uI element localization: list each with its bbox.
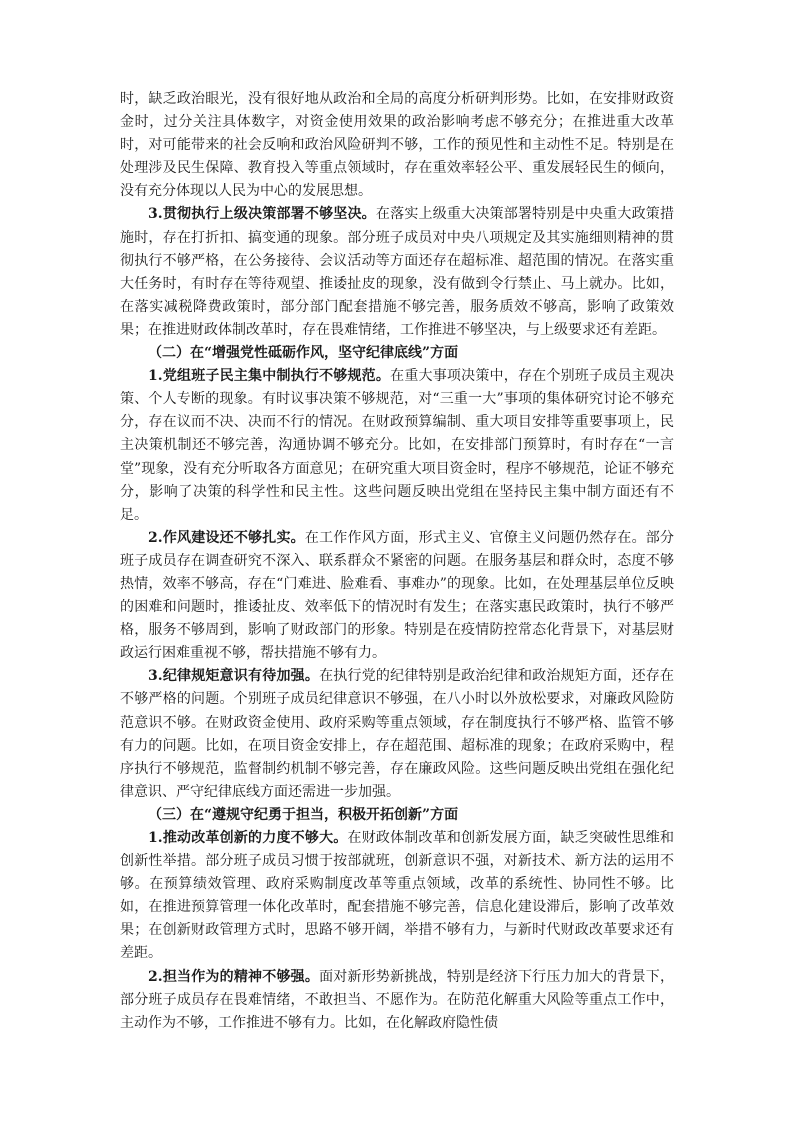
section-heading-3: （三）在“遵规守纪勇于担当，积极开拓创新”方面 xyxy=(148,806,459,823)
paragraph-item-1 xyxy=(120,365,674,527)
paragraph-body: 面对新形势新挑战，特别是经济下行压力加大的背景下，部分班子成员存在畏难情绪，不敢担当、不愿作为。在防范化解重大风险等重点工作中，主动作为不够，工作推进不够有力。比如，在化解政府隐性债 xyxy=(120,968,674,1031)
paragraph-item-3 xyxy=(120,203,674,342)
document-page xyxy=(120,88,674,1035)
paragraph-lead: 1.党组班子民主集中制执行不够规范。 xyxy=(148,368,391,385)
paragraph-item-3b xyxy=(120,665,674,804)
paragraph-lead: 2.作风建设还不够扎实。 xyxy=(148,529,305,546)
paragraph-item-2b xyxy=(120,966,674,1035)
paragraph-lead: 3.纪律规矩意识有待加强。 xyxy=(148,668,320,685)
paragraph-item-1b xyxy=(120,827,674,966)
paragraph-lead: 3.贯彻执行上级决策部署不够坚决。 xyxy=(148,206,376,223)
paragraph-lead: 2.担当作为的精神不够强。 xyxy=(148,968,320,985)
paragraph-body: 在重大事项决策中，存在个别班子成员主观决策、个人专断的现象。有时议事决策不够规范，对“三重一大”事项的集体研究讨论不够充分，存在议而不决、决而不行的情况。在财政预算编制、重大项目安排等重要事项上，民主决策机制还不够完善，沟通协调不够充分。比如，在安排部门预算时，有时存在“一言堂”现象，没有充分听取各方面意见；在研究重大项目资金时，程序不够规范，论证不够充分，影响了决策的科学性和民主性。这些问题反映出党组在坚持民主集中制方面还有不足。 xyxy=(120,368,675,523)
section-heading-2: （二）在“增强党性砥砺作风，坚守纪律底线”方面 xyxy=(148,345,459,362)
paragraph-body: 在工作作风方面，形式主义、官僚主义问题仍然存在。部分班子成员存在调查研究不深入、联系群众不紧密的问题。在服务基层和群众时，态度不够热情，效率不够高，存在“门难进、脸难看、事难办”的现象。比如，在处理基层单位反映的困难和问题时，推诿扯皮、效率低下的情况时有发生；在落实惠民政策时，执行不够严格，服务不够周到，影响了财政部门的形象。特别是在疫情防控常态化背景下，对基层财政运行困难重视不够，帮扶措施不够有力。 xyxy=(120,529,674,662)
paragraph-body: 在落实上级重大决策部署特别是中央重大政策措施时，存在打折扣、搞变通的现象。部分班子成员对中央八项规定及其实施细则精神的贯彻执行不够严格，在公务接待、会议活动等方面还存在超标准、超范围的情况。在落实重大任务时，有时存在等待观望、推诿扯皮的现象，没有做到令行禁止、马上就办。比如，在落实减税降费政策时，部分部门配套措施不够完善，服务质效不够高，影响了政策效果；在推进财政体制改革时，存在畏难情绪，工作推进不够坚决，与上级要求还有差距。 xyxy=(120,206,675,338)
paragraph-item-2 xyxy=(120,527,674,666)
paragraph-body: 在财政体制改革和创新发展方面，缺乏突破性思维和创新性举措。部分班子成员习惯于按部就班，创新意识不强，对新技术、新方法的运用不够。在预算绩效管理、政府采购制度改革等重点领域，改革的系统性、协同性不够。比如，在推进预算管理一体化改革时，配套措施不够完善，信息化建设滞后，影响了改革效果；在创新财政管理方式时，思路不够开阔，举措不够有力，与新时代财政改革要求还有差距。 xyxy=(120,830,674,962)
paragraph-body: 时，缺乏政治眼光，没有很好地从政治和全局的高度分析研判形势。比如，在安排财政资金时，过分关注具体数字，对资金使用效果的政治影响考虑不够充分；在推进重大改革时，对可能带来的社会反响和政治风险研判不够，工作的预见性和主动性不足。特别是在处理涉及民生保障、教育投入等重点领域时，存在重效率轻公平、重发展轻民生的倾向，没有充分体现以人民为中心的发展思想。 xyxy=(120,91,674,200)
paragraph-continuation xyxy=(120,88,674,203)
paragraph-body: 在执行党的纪律特别是政治纪律和政治规矩方面，还存在不够严格的问题。个别班子成员纪律意识不够强，在八小时以外放松要求，对廉政风险防范意识不够。在财政资金使用、政府采购等重点领域，存在制度执行不够严格、监管不够有力的问题。比如，在项目资金安排上，存在超范围、超标准的现象；在政府采购中，程序执行不够规范，监督制约机制不够完善，存在廉政风险。这些问题反映出党组在强化纪律意识、严守纪律底线方面还需进一步加强。 xyxy=(120,668,674,800)
paragraph-lead: 1.推动改革创新的力度不够大。 xyxy=(148,830,348,846)
